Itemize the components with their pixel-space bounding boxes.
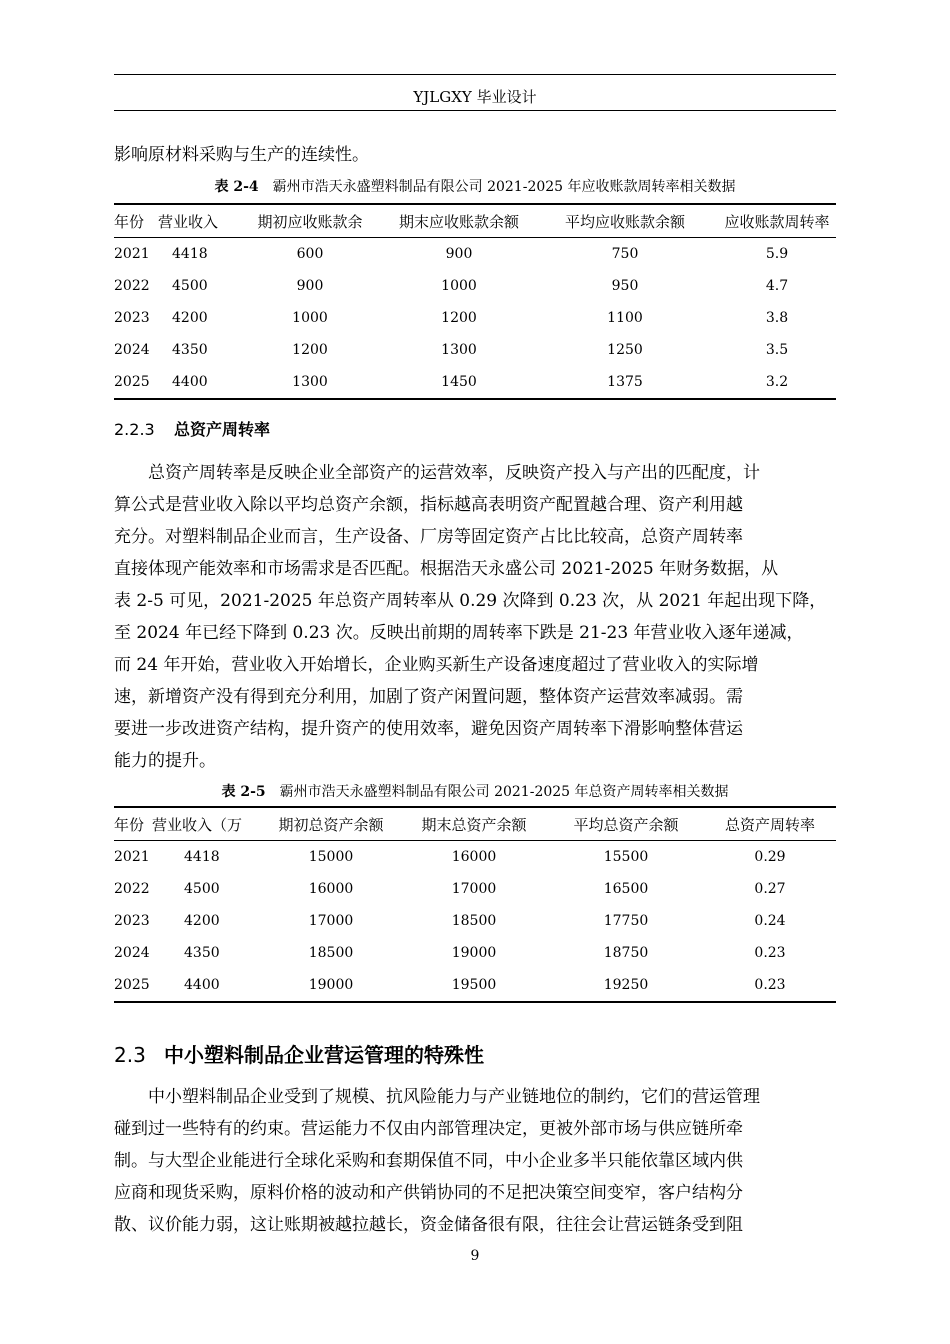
paragraph-sme-specifics (114, 1081, 836, 1241)
cell-closing: 19000 (451, 945, 497, 961)
cell-revenue: 4350 (172, 342, 208, 358)
cell-revenue: 4418 (172, 246, 208, 262)
cell-opening: 17000 (308, 913, 354, 929)
cell-opening: 600 (296, 246, 324, 262)
section-title: 总资产周转率 (174, 420, 271, 439)
intro-paragraph (114, 139, 836, 171)
cell-turnover: 0.23 (754, 977, 786, 993)
section-number: 2.2.3 (114, 420, 155, 439)
table-row (114, 873, 836, 905)
table-row (114, 969, 836, 1002)
intro-line: 影响原材料采购与生产的连续性。 (114, 145, 369, 165)
cell-year: 2022 (114, 881, 150, 897)
col-header-average-assets: 平均总资产余额 (548, 807, 704, 841)
cell-turnover: 5.9 (765, 246, 789, 262)
section-number: 2.3 (114, 1043, 146, 1067)
cell-year: 2021 (114, 246, 150, 262)
paragraph-line: 总资产周转率是反映企业全部资产的运营效率，反映资产投入与产出的匹配度，计 (148, 463, 760, 483)
col-header-average-ar: 平均应收账款余额 (532, 204, 718, 238)
table-row (114, 905, 836, 937)
receivables-turnover-table (114, 203, 836, 400)
col-header-opening-ar: 期初应收账款余 (234, 204, 386, 238)
table-header-row (114, 204, 836, 238)
col-header-year: 年份 (114, 807, 152, 841)
table-row (114, 937, 836, 969)
cell-closing: 18500 (451, 913, 497, 929)
table-row (114, 366, 836, 399)
paragraph-line: 散、议价能力弱，这让账期被越拉越长，资金储备很有限，往往会让营运链条受到阻 (114, 1215, 743, 1235)
cell-average: 950 (611, 278, 639, 294)
section-heading-2-3 (114, 1040, 484, 1070)
table1-title: 霸州市浩天永盛塑料制品有限公司 2021-2025 年应收账款周转率相关数据 (272, 179, 736, 195)
cell-average: 1100 (607, 310, 643, 326)
col-header-asset-turnover: 总资产周转率 (704, 807, 836, 841)
cell-year: 2023 (114, 913, 150, 929)
cell-opening: 1200 (292, 342, 328, 358)
cell-turnover: 0.27 (754, 881, 786, 897)
cell-closing: 19500 (451, 977, 497, 993)
col-header-ar-turnover: 应收账款周转率 (718, 204, 836, 238)
table-row (114, 841, 836, 874)
header-top-rule (114, 74, 836, 75)
cell-opening: 16000 (308, 881, 354, 897)
cell-average: 18750 (603, 945, 649, 961)
cell-turnover: 3.2 (765, 374, 789, 390)
cell-opening: 1000 (292, 310, 328, 326)
cell-turnover: 0.23 (754, 945, 786, 961)
table-row (114, 270, 836, 302)
cell-opening: 19000 (308, 977, 354, 993)
paragraph-line: 制。与大型企业能进行全球化采购和套期保值不同，中小企业多半只能依靠区域内供 (114, 1151, 743, 1171)
paragraph-line: 碰到过一些特有的约束。营运能力不仅由内部管理决定，更被外部市场与供应链所牵 (114, 1119, 743, 1139)
col-header-revenue: 营业收入 (158, 204, 234, 238)
col-header-closing-ar: 期末应收账款余额 (386, 204, 532, 238)
paragraph-asset-turnover (114, 457, 836, 777)
cell-turnover: 0.24 (754, 913, 786, 929)
table2-caption (114, 782, 836, 802)
cell-closing: 1000 (441, 278, 477, 294)
cell-year: 2024 (114, 945, 150, 961)
cell-opening: 18500 (308, 945, 354, 961)
table1-label: 表 2-4 (214, 179, 259, 195)
cell-average: 17750 (603, 913, 649, 929)
cell-year: 2025 (114, 374, 150, 390)
paragraph-line: 要进一步改进资产结构，提升资产的使用效率，避免因资产周转率下滑影响整体营运 (114, 719, 743, 739)
table-header-row (114, 807, 836, 841)
header-title: YJLGXY 毕业设计 (413, 88, 537, 106)
cell-year: 2025 (114, 977, 150, 993)
cell-revenue: 4200 (184, 913, 220, 929)
paragraph-line: 中小塑料制品企业受到了规模、抗风险能力与产业链地位的制约，它们的营运管理 (148, 1087, 760, 1107)
cell-turnover: 4.7 (765, 278, 789, 294)
cell-revenue: 4400 (172, 374, 208, 390)
cell-closing: 1450 (441, 374, 477, 390)
page-number: 9 (470, 1248, 480, 1264)
table-row (114, 302, 836, 334)
paragraph-line: 至 2024 年已经下降到 0.23 次。反映出前期的周转率下跌是 21-23 年营业收入逐年递减， (114, 623, 804, 643)
paragraph-line: 充分。对塑料制品企业而言，生产设备、厂房等固定资产占比比较高，总资产周转率 (114, 527, 743, 547)
table2-label: 表 2-5 (221, 784, 266, 800)
paragraph-line: 而 24 年开始，营业收入开始增长，企业购买新生产设备速度超过了营业收入的实际增 (114, 655, 759, 675)
cell-average: 16500 (603, 881, 649, 897)
cell-average: 1250 (607, 342, 643, 358)
cell-revenue: 4418 (184, 849, 220, 865)
cell-revenue: 4500 (184, 881, 220, 897)
paragraph-line: 算公式是营业收入除以平均总资产余额，指标越高表明资产配置越合理、资产利用越 (114, 495, 743, 515)
cell-closing: 16000 (451, 849, 497, 865)
cell-turnover: 3.8 (765, 310, 789, 326)
cell-average: 19250 (603, 977, 649, 993)
table1-caption (114, 177, 836, 197)
cell-revenue: 4350 (184, 945, 220, 961)
section-heading-2-2-3 (114, 418, 270, 442)
paragraph-line: 能力的提升。 (114, 751, 216, 771)
cell-turnover: 0.29 (754, 849, 786, 865)
cell-opening: 900 (296, 278, 324, 294)
col-header-closing-assets: 期末总资产余额 (400, 807, 548, 841)
paragraph-line: 表 2-5 可见，2021-2025 年总资产周转率从 0.29 次降到 0.23 次，从 2021 年起出现下降， (114, 591, 827, 611)
header-bottom-rule (114, 110, 836, 111)
cell-year: 2023 (114, 310, 150, 326)
cell-opening: 1300 (292, 374, 328, 390)
cell-revenue: 4400 (184, 977, 220, 993)
cell-closing: 1200 (441, 310, 477, 326)
cell-turnover: 3.5 (765, 342, 789, 358)
table-row (114, 238, 836, 271)
cell-opening: 15000 (308, 849, 354, 865)
asset-turnover-table (114, 806, 836, 1003)
cell-closing: 900 (445, 246, 473, 262)
table-row (114, 334, 836, 366)
cell-closing: 1300 (441, 342, 477, 358)
cell-revenue: 4200 (172, 310, 208, 326)
cell-year: 2021 (114, 849, 150, 865)
col-header-opening-assets: 期初总资产余额 (262, 807, 400, 841)
table2-title: 霸州市浩天永盛塑料制品有限公司 2021-2025 年总资产周转率相关数据 (279, 784, 729, 800)
cell-average: 15500 (603, 849, 649, 865)
cell-average: 750 (611, 246, 639, 262)
col-header-year: 年份 (114, 204, 158, 238)
paragraph-line: 直接体现产能效率和市场需求是否匹配。根据浩天永盛公司 2021-2025 年财务数据，从 (114, 559, 779, 579)
cell-revenue: 4500 (172, 278, 208, 294)
paragraph-line: 速，新增资产没有得到充分利用，加剧了资产闲置问题，整体资产运营效率减弱。需 (114, 687, 743, 707)
cell-closing: 17000 (451, 881, 497, 897)
cell-average: 1375 (607, 374, 643, 390)
cell-year: 2022 (114, 278, 150, 294)
col-header-revenue: 营业收入（万 (152, 807, 262, 841)
paragraph-line: 应商和现货采购，原料价格的波动和产供销协同的不足把决策空间变窄，客户结构分 (114, 1183, 743, 1203)
cell-year: 2024 (114, 342, 150, 358)
section-title: 中小塑料制品企业营运管理的特殊性 (164, 1043, 484, 1067)
